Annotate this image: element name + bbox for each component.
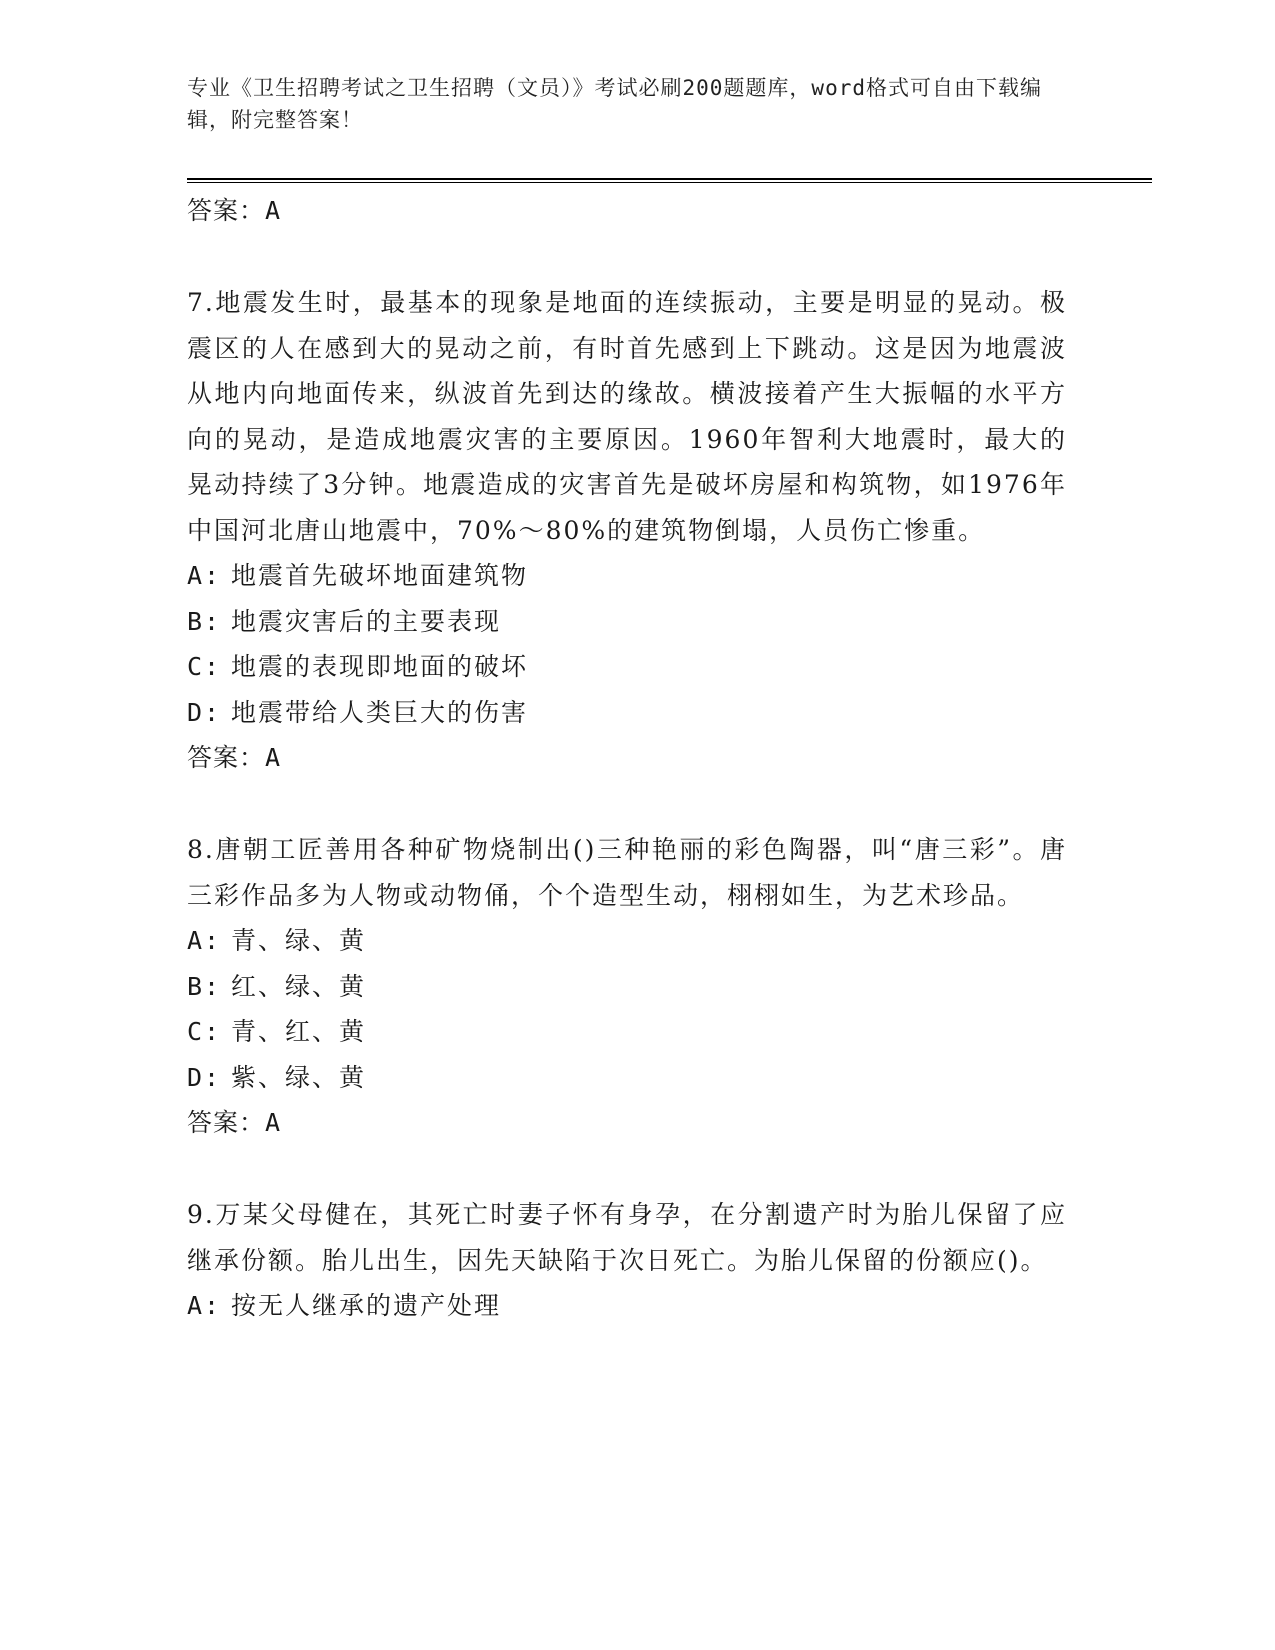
answer-value: A	[265, 196, 282, 225]
option-text: 青、绿、黄	[231, 926, 367, 955]
question-text: 8.唐朝工匠善用各种矿物烧制出()三种艳丽的彩色陶器，叫“唐三彩”。唐三彩作品多为人物或动物俑，个个造型生动，栩栩如生，为艺术珍品。	[187, 835, 1067, 910]
option-key: A:	[187, 1291, 222, 1320]
option-b	[187, 964, 1067, 1010]
option-text: 紫、绿、黄	[231, 1062, 367, 1092]
option-key: D:	[187, 697, 222, 727]
question-7	[187, 280, 1067, 780]
question-8	[187, 827, 1067, 1145]
page-header: 专业《卫生招聘考试之卫生招聘（文员）》考试必刷200题题库，word格式可自由下载编辑，附完整答案！	[187, 76, 1042, 132]
answer-line	[187, 188, 1067, 233]
option-text: 地震灾害后的主要表现	[231, 606, 502, 636]
option-key: A:	[187, 926, 222, 955]
option-key: D:	[187, 1062, 222, 1092]
answer-label: 答案：	[187, 1108, 266, 1137]
answer-value: A	[265, 1108, 282, 1137]
option-d	[187, 690, 1067, 736]
question-content	[187, 188, 1067, 1329]
header-rule-thin	[187, 182, 1152, 183]
option-b	[187, 599, 1067, 645]
spacer	[187, 1145, 1067, 1192]
question-text: 9.万某父母健在，其死亡时妻子怀有身孕，在分割遗产时为胎儿保留了应继承份额。胎儿出生，因先天缺陷于次日死亡。为胎儿保留的份额应()。	[187, 1200, 1067, 1275]
option-d	[187, 1055, 1067, 1101]
option-key: B:	[187, 971, 222, 1001]
option-key: C:	[187, 652, 222, 681]
answer-line	[187, 1100, 1067, 1145]
answer-label: 答案：	[187, 196, 266, 225]
option-c	[187, 644, 1067, 690]
header-rule	[187, 178, 1152, 180]
spacer	[187, 233, 1067, 280]
option-text: 地震的表现即地面的破坏	[231, 652, 529, 681]
answer-line	[187, 735, 1067, 780]
option-a	[187, 1283, 1067, 1329]
answer-value: A	[265, 743, 282, 772]
answer-label: 答案：	[187, 743, 266, 772]
option-text: 地震首先破坏地面建筑物	[231, 561, 529, 590]
option-key: C:	[187, 1017, 222, 1046]
option-c	[187, 1009, 1067, 1055]
option-key: A:	[187, 561, 222, 590]
spacer	[187, 780, 1067, 827]
question-text: 7.地震发生时，最基本的现象是地面的连续振动，主要是明显的晃动。极震区的人在感到大的晃动之前，有时首先感到上下跳动。这是因为地震波从地内向地面传来，纵波首先到达的缘故。横波接着产生大振幅的水平方向的晃动，是造成地震灾害的主要原因。1960年智利大地震时，最大的晃动持续了3分钟。地震造成的灾害首先是破坏房屋和构筑物，如1976年中国河北唐山地震中，70%～80%的建筑物倒塌，人员伤亡惨重。	[187, 288, 1067, 545]
option-a	[187, 553, 1067, 599]
option-a	[187, 918, 1067, 964]
option-text: 红、绿、黄	[231, 971, 367, 1001]
question-9	[187, 1192, 1067, 1329]
option-key: B:	[187, 606, 222, 636]
option-text: 按无人继承的遗产处理	[231, 1291, 502, 1320]
option-text: 青、红、黄	[231, 1017, 367, 1046]
option-text: 地震带给人类巨大的伤害	[231, 697, 529, 727]
